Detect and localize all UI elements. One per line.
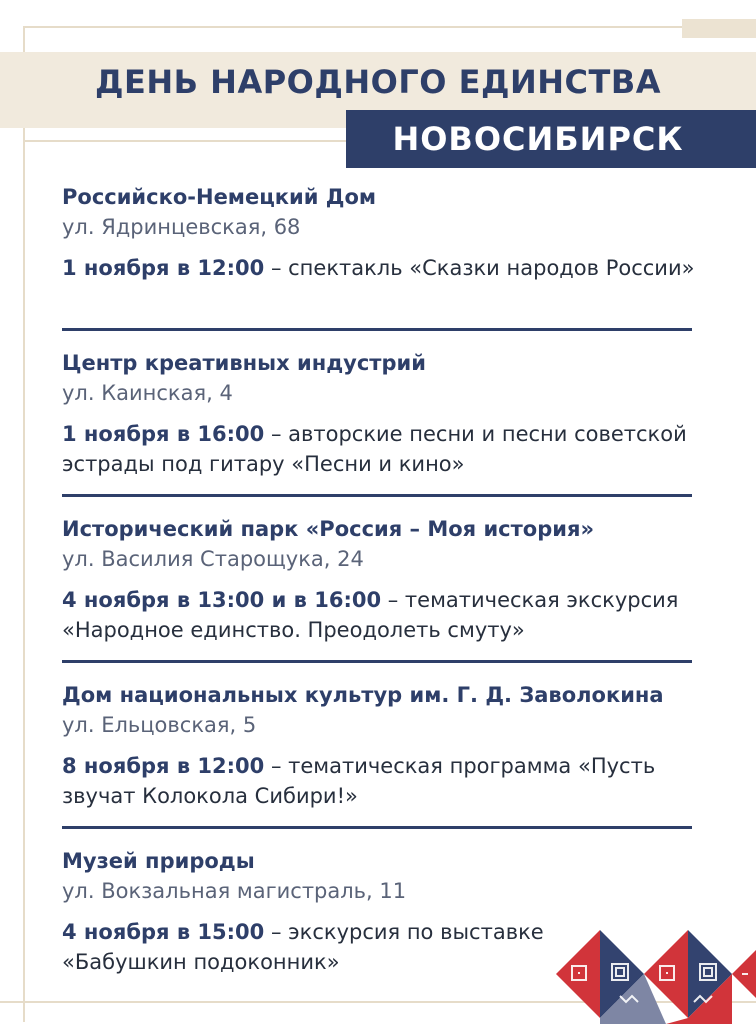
event-datetime: 8 ноября в 12:00 <box>62 754 265 778</box>
event-description <box>62 585 722 645</box>
event-item <box>62 847 582 977</box>
venue-name: Центр креативных индустрий <box>62 351 426 375</box>
event-text: – тематическая программа «Пусть звучат Колокола Сибири!» <box>62 754 656 808</box>
divider <box>62 494 692 497</box>
frame-line-left <box>23 26 25 1022</box>
folk-pattern-triangles-icon <box>556 930 756 1024</box>
event-description <box>62 751 722 811</box>
event-text: – авторские песни и песни советской эстрады под гитару «Песни и кино» <box>62 422 687 476</box>
event-datetime: 1 ноября в 12:00 <box>62 256 265 280</box>
corner-accent <box>682 19 756 38</box>
event-item <box>62 515 722 645</box>
venue-address: ул. Василия Старощука, 24 <box>62 547 364 571</box>
venue-address: ул. Ядринцевская, 68 <box>62 215 301 239</box>
event-datetime: 4 ноября в 13:00 и в 16:00 <box>62 588 382 612</box>
event-description <box>62 917 582 977</box>
venue-address: ул. Каинская, 4 <box>62 381 233 405</box>
event-text: – спектакль «Сказки народов России» <box>264 256 695 280</box>
event-item <box>62 183 702 283</box>
event-datetime: 4 ноября в 15:00 <box>62 920 265 944</box>
city-title: НОВОСИБИРСК <box>392 120 684 158</box>
event-item <box>62 349 702 479</box>
title-underline <box>23 140 348 142</box>
event-text: – экскурсия по выставке «Бабушкин подоконник» <box>62 920 544 974</box>
event-text: – тематическая экскурсия «Народное единство. Преодолеть смуту» <box>62 588 679 642</box>
divider <box>62 826 692 829</box>
page-title: ДЕНЬ НАРОДНОГО ЕДИНСТВА <box>95 63 661 101</box>
divider <box>62 660 692 663</box>
venue-address: ул. Вокзальная магистраль, 11 <box>62 879 407 903</box>
event-datetime: 1 ноября в 16:00 <box>62 422 265 446</box>
venue-name: Дом национальных культур им. Г. Д. Заволокина <box>62 683 664 707</box>
event-description <box>62 253 702 283</box>
event-description <box>62 419 702 479</box>
venue-name: Исторический парк «Россия – Моя история» <box>62 517 595 541</box>
frame-line-top <box>23 26 756 28</box>
venue-name: Музей природы <box>62 849 255 873</box>
venue-address: ул. Ельцовская, 5 <box>62 713 257 737</box>
venue-name: Российско-Немецкий Дом <box>62 185 377 209</box>
event-item <box>62 681 722 811</box>
divider <box>62 328 692 331</box>
